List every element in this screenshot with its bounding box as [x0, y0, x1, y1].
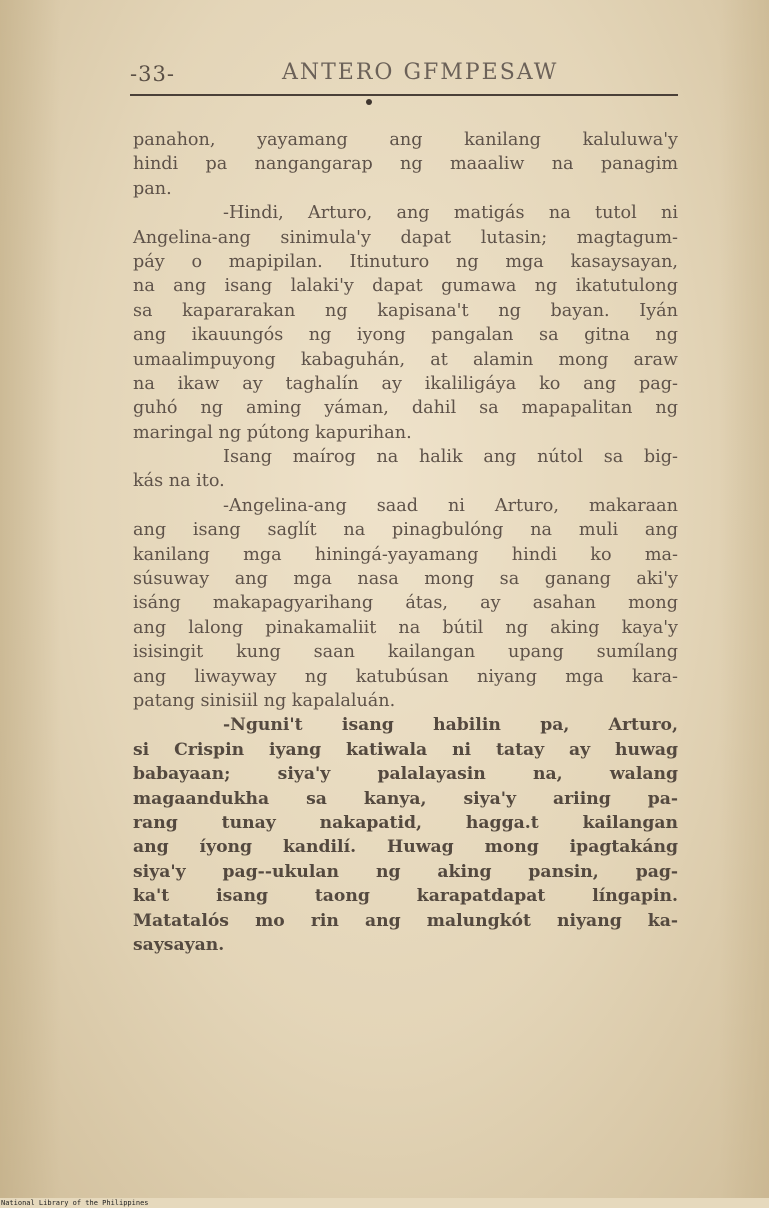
text-line: ka't isang taong karapatdapat língapin. — [133, 886, 678, 907]
running-head: ANTERO GFMPESAW — [282, 60, 559, 85]
page-header — [130, 60, 678, 96]
text-line: -Angelina-ang saad ni Arturo, makaraan — [223, 495, 678, 516]
text-line: kanilang mga hiningá-yayamang hindi ko ma- — [133, 544, 678, 565]
text-line: umaalimpuyong kabaguhán, at alamin mong araw — [133, 349, 678, 370]
header-rule — [130, 94, 678, 96]
text-line: saysayan. — [133, 934, 225, 955]
text-line: hindi pa nangangarap ng maaaliw na panagim — [133, 154, 678, 175]
text-line: ang íyong kandilí. Huwag mong ipagtakáng — [133, 837, 678, 858]
text-line: siya'y pag--ukulan ng aking pansin, pag- — [133, 861, 678, 882]
text-line: Matatalós mo rin ang malungkót niyang ka- — [133, 910, 678, 931]
body-text — [133, 128, 678, 957]
text-line: patang sinisiil ng kapalaluán. — [133, 690, 396, 711]
text-line: na ikaw ay taghalín ay ikaliligáya ko ang pag- — [133, 373, 678, 394]
text-line: na ang isang lalaki'y dapat gumawa ng ikatutulong — [133, 276, 678, 297]
text-line: -Hindi, Arturo, ang matigás na tutol ni — [223, 203, 678, 224]
page-number: -33- — [130, 62, 175, 86]
text-line: guhó ng aming yáman, dahil sa mapapalitan ng — [133, 398, 678, 419]
text-line: Angelina-ang sinimula'y dapat lutasin; magtagum- — [133, 227, 678, 248]
text-line: ang lalong pinakamaliit na bútil ng aking kaya'y — [133, 617, 678, 638]
footer-credit: National Library of the Philippines — [1, 1199, 149, 1207]
text-line: ang liwayway ng katubúsan niyang mga kara- — [133, 666, 678, 687]
text-line: isáng makapagyarihang átas, ay asahan mong — [133, 593, 678, 614]
text-line: si Crispin iyang katiwala ni tatay ay huwag — [133, 739, 678, 760]
text-line: isisingit kung saan kailangan upang sumílang — [133, 642, 678, 663]
text-line: páy o mapipilan. Itinuturo ng mga kasaysayan, — [133, 251, 678, 272]
text-line: maringal ng pútong kapurihan. — [133, 422, 412, 443]
text-line: babayaan; siya'y palalayasin na, walang — [133, 764, 678, 785]
text-line: kás na ito. — [133, 471, 225, 492]
text-line: pan. — [133, 178, 172, 199]
text-line: ang isang saglít na pinagbulóng na muli ang — [133, 520, 678, 541]
text-line: panahon, yayamang ang kanilang kaluluwa'y — [133, 130, 678, 150]
text-line: ang ikauungós ng iyong pangalan sa gitna ng — [133, 325, 678, 346]
text-line: rang tunay nakapatid, hagga.t kailangan — [133, 812, 678, 833]
text-line: súsuway ang mga nasa mong sa ganang aki'y — [133, 569, 678, 590]
text-line: -Nguni't isang habilin pa, Arturo, — [223, 715, 678, 736]
text-line: Isang maírog na halik ang nútol sa big- — [223, 447, 678, 468]
text-line: sa kapararakan ng kapisana't ng bayan. Iyán — [133, 300, 678, 321]
ornament-dot — [366, 99, 372, 105]
text-line: magaandukha sa kanya, siya'y ariing pa- — [133, 788, 678, 809]
